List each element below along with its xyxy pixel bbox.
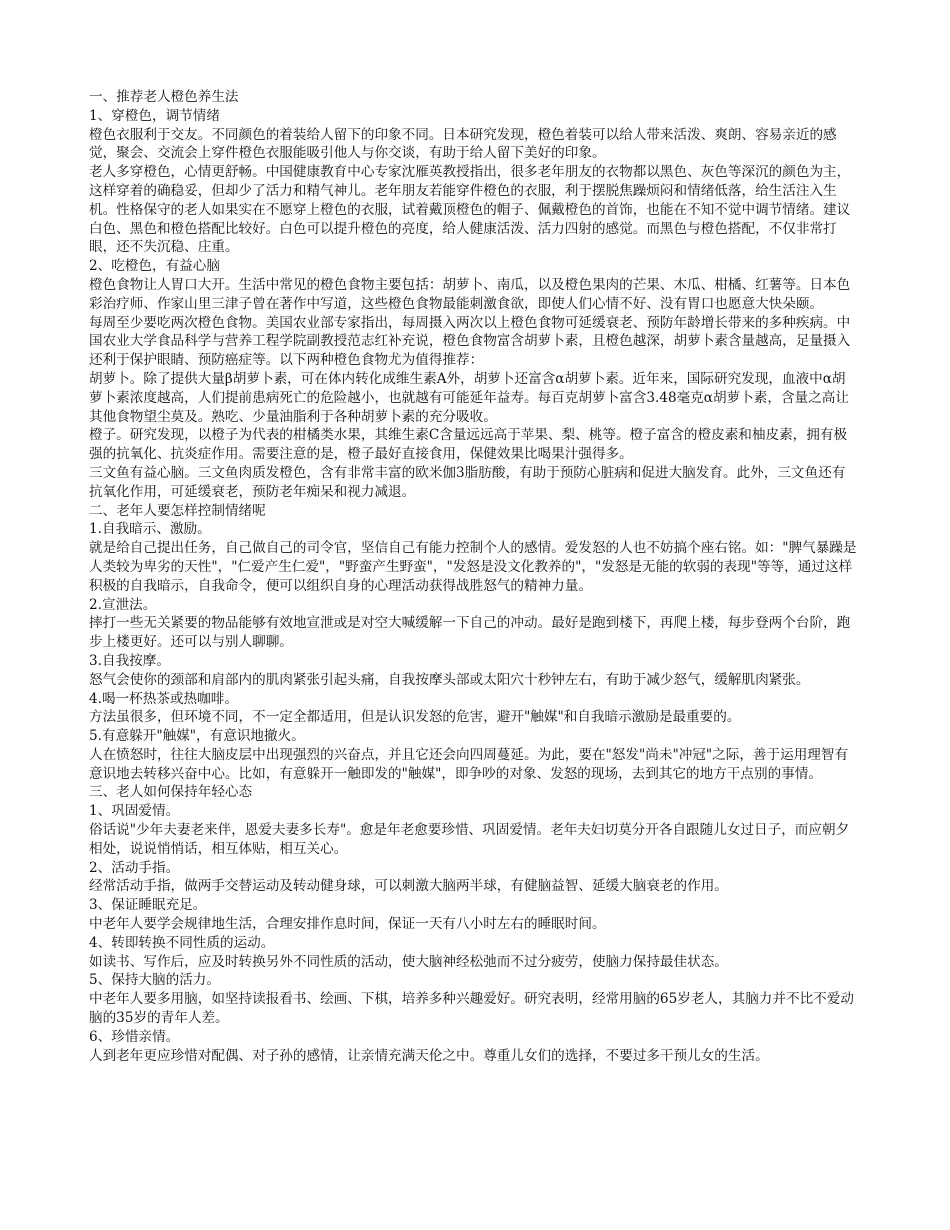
text-line: 橙子。研究发现，以橙子为代表的柑橘类水果，其维生素C含量远远高于苹果、梨、桃等。橙子富含的橙皮素和柚皮素，拥有极强的抗氧化、抗炎症作用。需要注意的是，橙子最好直接食用，保健效果比喝果汁强得多。	[89, 427, 848, 463]
text-line: 胡萝卜。除了提供大量β胡萝卜素，可在体内转化成维生素A外，胡萝卜还富含α胡萝卜素。近年来，国际研究发现，血液中α胡萝卜素浓度越高，人们提前患病死亡的危险越小，也就越有可能延年益寿。每百克胡萝卜富含3.48毫克α胡萝卜素，含量之高让其他食物望尘莫及。熟吃、少量油脂利于各种胡萝卜素的充分吸收。	[89, 370, 849, 425]
text-line: 3.自我按摩。	[89, 652, 170, 669]
text-line: 二、老年人要怎样控制情绪呢	[89, 502, 266, 519]
text-line: 2、活动手指。	[89, 859, 180, 876]
text-line: 橙色食物让人胃口大开。生活中常见的橙色食物主要包括：胡萝卜、南瓜，以及橙色果肉的芒果、木瓜、柑橘、红薯等。日本色彩治疗师、作家山里三津子曾在著作中写道，这些橙色食物最能刺激食欲，即使人们心情不好、没有胃口也愿意大快朵颐。	[89, 276, 851, 312]
text-line: 5.有意躲开"触媒"，有意识地撤火。	[89, 728, 305, 745]
text-line: 一、推荐老人橙色养生法	[89, 89, 239, 105]
text-line: 3、保证睡眠充足。	[89, 897, 207, 914]
text-line: 摔打一些无关紧要的物品能够有效地宣泄或是对空大喊缓解一下自己的冲动。最好是跑到楼下，再爬上楼，每步登两个台阶，跑步上楼更好。还可以与别人聊聊。	[89, 615, 851, 651]
text-line: 经常活动手指，做两手交替运动及转动健身球，可以刺激大脑两半球，有健脑益智、延缓大脑衰老的作用。	[89, 878, 728, 895]
text-line: 2.宣泄法。	[89, 596, 157, 613]
text-line: 6、珍惜亲情。	[89, 1028, 180, 1045]
text-line: 就是给自己提出任务，自己做自己的司令官，坚信自己有能力控制个人的感情。爱发怒的人也不妨搞个座右铭。如："脾气暴躁是人类较为卑劣的天性"，"仁爱产生仁爱"，"野蛮产生野蛮"，"发怒是没文化教养的"，"发怒是无能的软弱的表现"等等，通过这样积极的自我暗示，自我命令，便可以组织自身的心理活动获得战胜怒气的精神力量。	[89, 540, 857, 594]
text-line: 老人多穿橙色，心情更舒畅。中国健康教育中心专家沈雁英教授指出，很多老年朋友的衣物都以黑色、灰色等深沉的颜色为主，这样穿着的确稳妥，但却少了活力和精气神儿。老年朋友若能穿件橙色的衣服，利于摆脱焦躁烦闷和情绪低落，给生活注入生机。性格保守的老人如果实在不愿穿上橙色的衣服，试着戴顶橙色的帽子、佩戴橙色的首饰，也能在不知不觉中调节情绪。建议白色、黑色和橙色搭配比较好。白色可以提升橙色的亮度，给人健康活泼、活力四射的感觉。而黑色与橙色搭配，不仅非常打眼，还不失沉稳、庄重。	[89, 164, 851, 256]
text-line: 每周至少要吃两次橙色食物。美国农业部专家指出，每周摄入两次以上橙色食物可延缓衰老、预防年龄增长带来的多种疾病。中国农业大学食品科学与营养工程学院副教授范志红补充说，橙色食物富含胡萝卜素，且橙色越深，胡萝卜素含量越高，足量摄入还利于保护眼睛、预防癌症等。以下两种橙色食物尤为值得推荐：	[89, 314, 851, 369]
text-line: 中老年人要学会规律地生活，合理安排作息时间，保证一天有八小时左右的睡眠时间。	[89, 916, 606, 933]
text-line: 三文鱼有益心脑。三文鱼肉质发橙色，含有非常丰富的欧米伽3脂肪酸，有助于预防心脏病和促进大脑发育。此外，三文鱼还有抗氧化作用，可延缓衰老，预防老年痴呆和视力减退。	[89, 464, 846, 500]
text-line: 4、转即转换不同性质的运动。	[89, 934, 275, 951]
text-line: 1、穿橙色，调节情绪	[89, 107, 220, 124]
text-line: 1.自我暗示、激励。	[89, 521, 211, 538]
text-line: 三、老人如何保持年轻心态	[89, 784, 253, 801]
text-line: 中老年人要多用脑，如坚持读报看书、绘画、下棋，培养多种兴趣爱好。研究表明，经常用脑的65岁老人，其脑力并不比不爱动脑的35岁的青年人差。	[89, 991, 854, 1027]
text-line: 怒气会使你的颈部和肩部内的肌肉紧张引起头痛，自我按摩头部或太阳穴十秒钟左右，有助于减少怒气，缓解肌肉紧张。	[89, 671, 810, 688]
text-line: 人在愤怒时，往往大脑皮层中出现强烈的兴奋点，并且它还会向四周蔓延。为此，要在"怒发"尚未"冲冠"之际，善于运用理智有意识地去转移兴奋中心。比如，有意躲开一触即发的"触媒"，即争吵的对象、发怒的现场，去到其它的地方干点别的事情。	[89, 746, 849, 782]
text-line: 2、吃橙色，有益心脑	[89, 258, 220, 275]
text-line: 橙色衣服利于交友。不同颜色的着装给人留下的印象不同。日本研究发现，橙色着装可以给人带来活泼、爽朗、容易亲近的感觉，聚会、交流会上穿件橙色衣服能吸引他人与你交谈，有助于给人留下美好的印象。	[89, 126, 837, 162]
text-line: 4.喝一杯热茶或热咖啡。	[89, 690, 238, 707]
text-line: 如读书、写作后，应及时转换另外不同性质的活动，使大脑神经松弛而不过分疲劳，使脑力保持最佳状态。	[89, 953, 728, 970]
text-line: 1、巩固爱情。	[89, 803, 180, 820]
document-body	[89, 88, 858, 1065]
text-line: 方法虽很多，但环境不同，不一定全都适用，但是认识发怒的危害，避开"触媒"和自我暗示激励是最重要的。	[89, 709, 741, 726]
text-line: 俗话说"少年夫妻老来伴，恩爱夫妻多长寿"。愈是年老愈要珍惜、巩固爱情。老年夫妇切莫分开各自跟随儿女过日子，而应朝夕相处，说说悄悄话，相互体贴，相互关心。	[89, 822, 850, 857]
text-line: 人到老年更应珍惜对配偶、对子孙的感情，让亲情充满天伦之中。尊重儿女们的选择，不要过多干预儿女的生活。	[89, 1047, 769, 1064]
text-line: 5、保持大脑的活力。	[89, 972, 220, 989]
